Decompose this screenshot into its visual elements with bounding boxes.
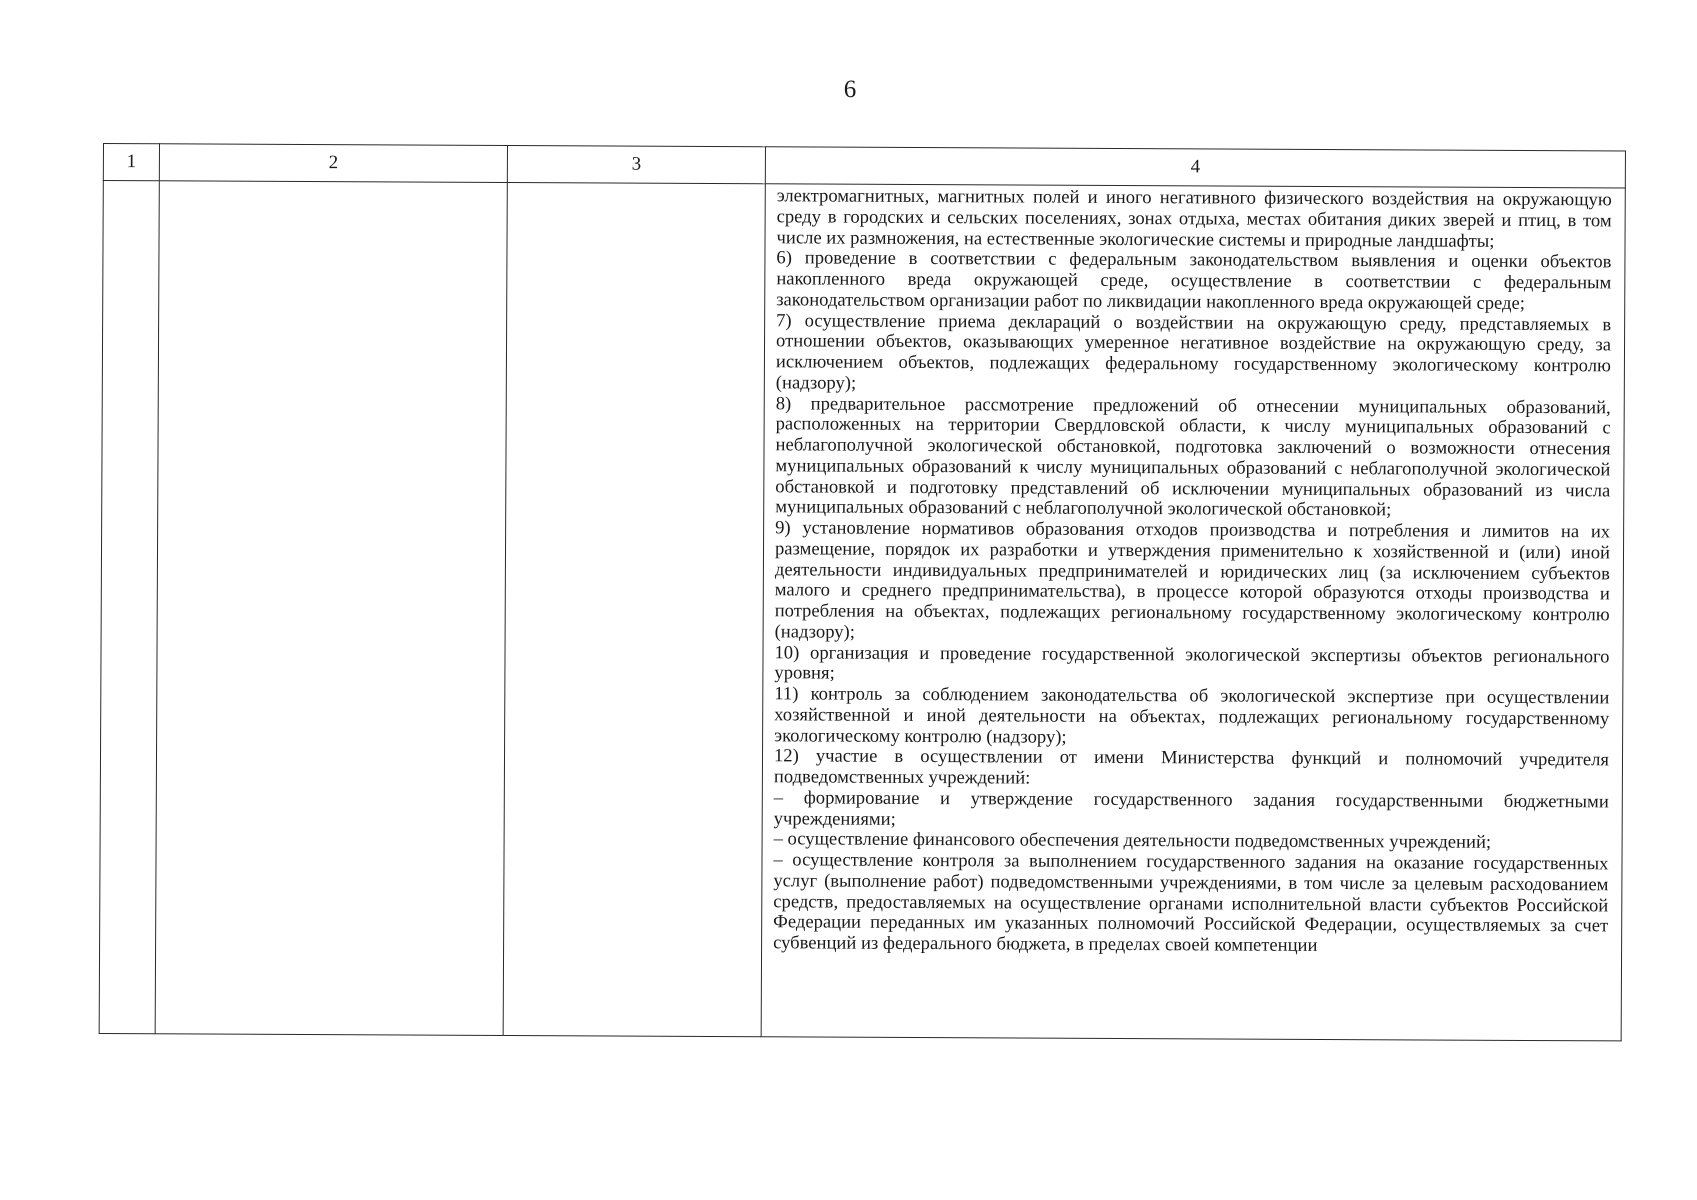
column-header-4: 4 (765, 147, 1625, 188)
paragraph-item-8: 8) предварительное рассмотрение предложений об отнесении муниципальных образований, расположенных на территории Свердловской области, к числу муниципальных образований с неблагополучной экологической обстановкой, подготовка заключений о возможности отнесения муниципальных образований к числу муниципальных образований с неблагополучной экологической обстановкой и подготовку представлений об исключении муниципальных образований из числа муниципальных образований с неблагополучной экологической обстановкой; (775, 392, 1611, 521)
document-table (99, 143, 1626, 1041)
paragraph-item-12: 12) участие в осуществлении от имени Министерства функций и полномочий учредителя подведомственных учреждений: (773, 745, 1610, 789)
table-row (99, 181, 1625, 1041)
cell-column-3 (503, 182, 765, 1036)
paragraph-subitem-2: – осуществление финансового обеспечения деятельности подведомственных учреждений; (773, 828, 1492, 854)
column-header-3: 3 (507, 145, 765, 183)
cell-column-4 (761, 184, 1625, 1041)
paragraph-item-9: 9) установление нормативов образования отходов производства и потребления и лимитов на их размещение, порядок их разработки и утверждения применительно к хозяйственной и (или) иной деятельности индивидуальных предпринимателей и юридических лиц (за исключением субъектов малого и среднего предпринимательства), в процессе которой образуются отходы производства и потребления на объектах, подлежащих региональному государственному экологическому контролю (надзору); (774, 517, 1611, 643)
paragraph-item-10: 10) организация и проведение государственной экологической экспертизы объектов регионального уровня; (774, 641, 1610, 684)
page-number: 6 (843, 76, 857, 103)
powers-list (762, 184, 1625, 960)
paragraph-item-6: 6) проведение в соответствии с федеральным законодательством выявления и оценки объектов накопленного вреда окружающей среде, осуществление в соответствии с федеральным законодательством организации работ по ликвидации накопленного вреда окружающей среде; (776, 247, 1612, 314)
column-header-2: 2 (159, 144, 507, 183)
paragraph-item-11: 11) контроль за соблюдением законодательства об экологической экспертизе при осуществлении хозяйственной и иной деятельности на объектах, подлежащих региональному государственному экологическому контролю (надзору); (774, 683, 1610, 748)
cell-column-2 (155, 181, 507, 1036)
paragraph-subitem-1: – формирование и утверждение государственного задания государственными бюджетными учреждениями; (773, 787, 1609, 830)
cell-column-1 (99, 181, 159, 1034)
paragraph-item-7: 7) осуществление приема деклараций о воздействии на окружающую среду, представляемых в отношении объектов, оказывающих умеренное негативное воздействие на окружающую среду, за исключением объектов, подлежащих федеральному государственному экологическому контролю (надзору); (775, 309, 1612, 394)
paragraph-continuation: электромагнитных, магнитных полей и иного негативного физического воздействия на окружающую среду в городских и сельских поселениях, зонах отдыха, местах обитания диких зверей и птиц, в том числе их размножения, на естественные экологические системы и природные ландшафты; (776, 185, 1612, 252)
column-header-1: 1 (103, 144, 159, 181)
paragraph-subitem-3: – осуществление контроля за выполнением государственного задания на оказание государственных услуг (выполнение работ) подведомственными учреждениями, в том числе за целевым расходованием средств, предоставляемых на осуществление органами исполнительной власти субъектов Российской Федерации переданных им указанных полномочий Российской Федерации, осуществляемых за счет субвенций из федерального бюджета, в пределах своей компетенции (773, 849, 1609, 956)
